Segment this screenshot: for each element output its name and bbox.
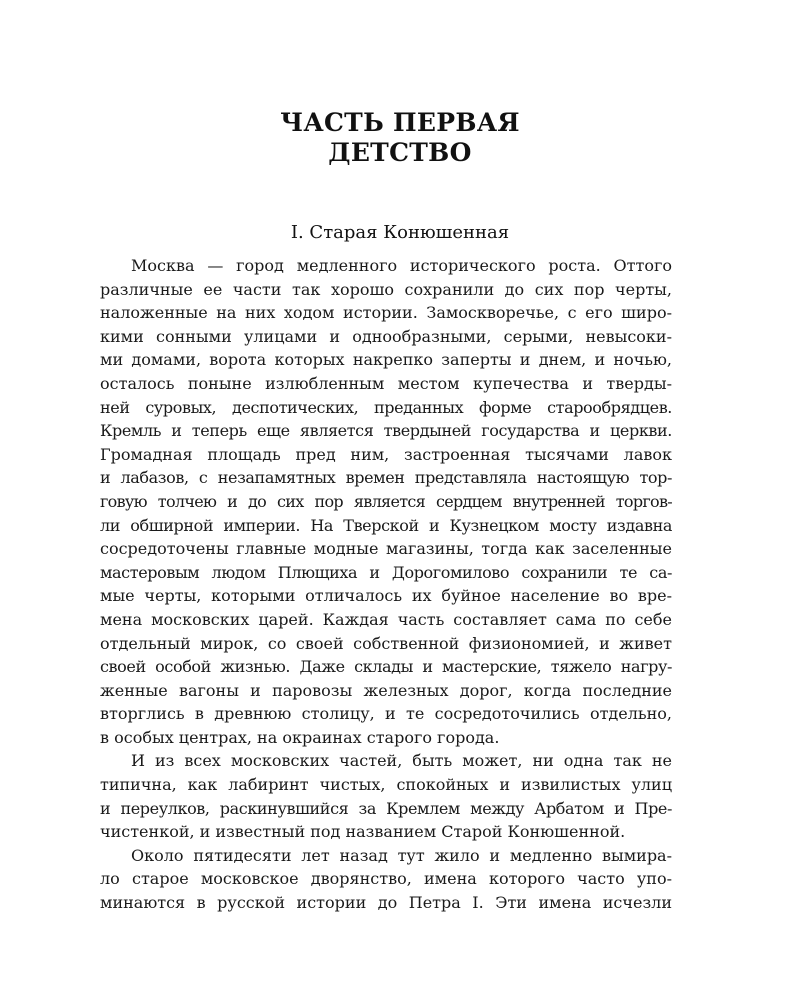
text-line: ли обширной империи. На Тверской и Кузнецком мосту издавна — [100, 515, 672, 535]
text-line: кими сонными улицами и однообразными, серыми, невысоки- — [100, 326, 672, 346]
text-line: И из всех московских частей, быть может, ни одна так не — [131, 751, 672, 771]
text-line: своей особой жизнью. Даже склады и мастерские, тяжело нагру- — [100, 657, 672, 677]
text-line: типична, как лабиринт чистых, спокойных и извилистых улиц — [100, 775, 672, 795]
text-line: осталось поныне излюбленным местом купечества и тверды- — [100, 373, 672, 393]
part-subtitle: ДЕТСТВО — [328, 138, 472, 167]
part-title: ЧАСТЬ ПЕРВАЯ — [280, 108, 520, 137]
text-line: различные ее части так хорошо сохранили до сих пор черты, — [100, 279, 672, 299]
text-line: ней суровых, деспотических, преданных форме старообрядцев. — [100, 397, 672, 417]
text-line: мена московских царей. Каждая часть составляет сама по себе — [100, 609, 672, 629]
text-line: мые черты, которыми отличалось их буйное население во вре- — [100, 586, 672, 606]
text-line: отдельный мирок, со своей собственной физиономией, и живет — [100, 633, 672, 653]
text-line: и лабазов, с незапамятных времен представляла настоящую тор- — [100, 468, 672, 488]
text-line: минаются в русской истории до Петра I. Эти имена исчезли — [100, 893, 672, 913]
text-line: ми домами, ворота которых накрепко заперты и днем, и ночью, — [100, 350, 672, 370]
text-line: Громадная площадь пред ним, застроенная тысячами лавок — [100, 444, 672, 464]
text-line: чистенкой, и известный под названием Старой Конюшенной. — [100, 822, 626, 842]
chapter-body — [100, 254, 672, 915]
text-line: Москва — город медленного исторического роста. Оттого — [131, 256, 672, 275]
text-line: вторглись в древнюю столицу, и те сосредоточились отдельно, — [100, 704, 672, 724]
text-line: наложенные на них ходом истории. Замоскворечье, с его широ- — [100, 303, 672, 323]
text-line: женные вагоны и паровозы железных дорог, когда последние — [100, 680, 672, 700]
text-line: Около пятидесяти лет назад тут жило и медленно вымира- — [131, 845, 672, 865]
text-line: мастеровым людом Плющиха и Дорогомилово сохранили те са- — [100, 562, 672, 582]
text-line: говую толчею и до сих пор является сердцем внутренней торгов- — [100, 491, 672, 511]
text-line: Кремль и теперь еще является твердыней государства и церкви. — [100, 421, 672, 441]
text-line: ло старое московское дворянство, имена которого часто упо- — [100, 869, 672, 889]
text-line: в особых центрах, на окраинах старого города. — [100, 727, 500, 747]
text-line: и переулков, раскинувшийся за Кремлем между Арбатом и Пре- — [100, 798, 672, 818]
chapter-title: I. Старая Конюшенная — [290, 222, 510, 243]
text-line: сосредоточены главные модные магазины, тогда как заселенные — [100, 539, 672, 559]
